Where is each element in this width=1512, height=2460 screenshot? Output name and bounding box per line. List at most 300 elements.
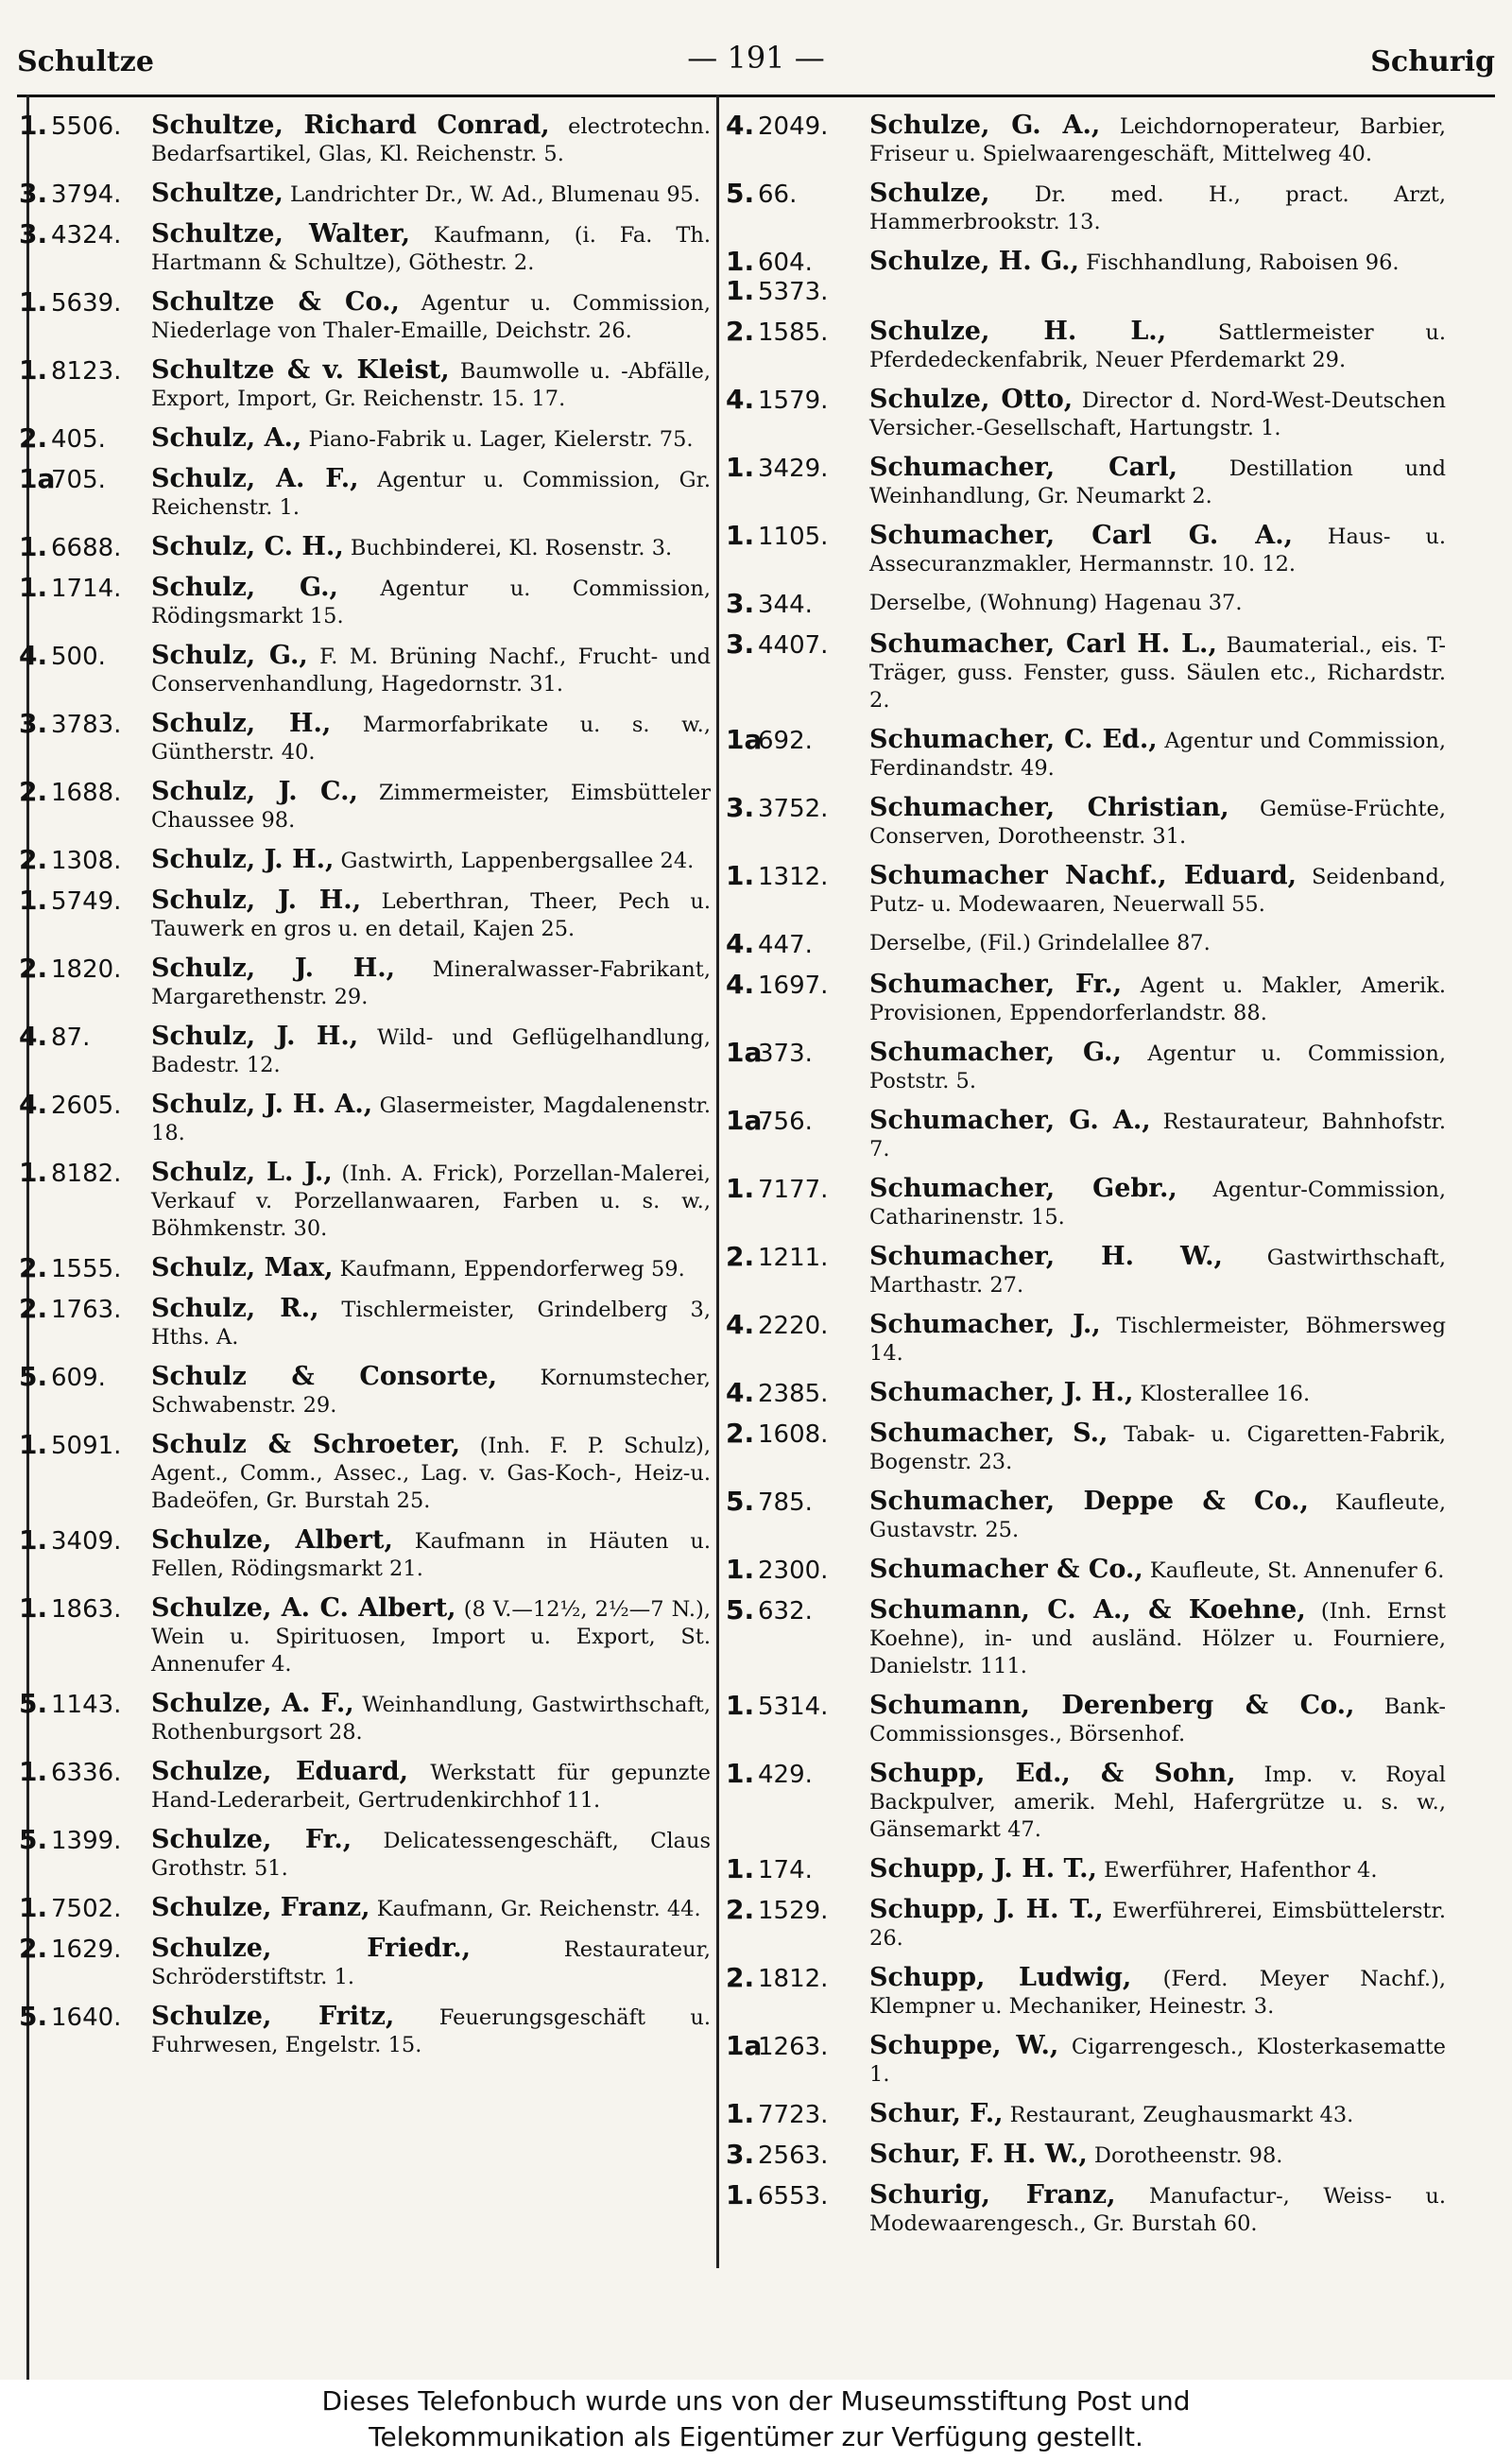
entry-body xyxy=(151,1894,711,1923)
subscriber-details: Piano-Fabrik u. Lager, Kielerstr. 75. xyxy=(308,427,694,452)
entry-body xyxy=(869,1107,1446,1163)
line-number: 2220. xyxy=(758,1312,829,1340)
directory-entry xyxy=(726,1855,1446,1884)
subscriber-details: Kaufmann, Gr. Reichenstr. 44. xyxy=(376,1897,701,1921)
exchange-code: 1. xyxy=(726,1690,755,1721)
directory-entry xyxy=(19,2003,711,2059)
subscriber-details: Kaufmann, Eppendorferweg 59. xyxy=(339,1257,685,1282)
phone-number xyxy=(726,2032,869,2089)
entry-body xyxy=(869,590,1446,619)
entry-body xyxy=(869,1488,1446,1544)
subscriber-name: Schumann, Derenberg & Co., xyxy=(869,1691,1355,1720)
line-number: 1308. xyxy=(51,847,122,875)
directory-entry xyxy=(19,1363,711,1419)
exchange-code: 2. xyxy=(726,1241,755,1272)
entry-body xyxy=(869,112,1446,168)
entry-body xyxy=(151,533,711,562)
phone-number xyxy=(19,1091,151,1147)
subscriber-details: Dorotheenstr. 98. xyxy=(1093,2143,1283,2168)
line-number: 604. xyxy=(758,249,813,277)
subscriber-details: Imp. v. Royal Backpulver, amerik. Mehl, Hafergrütze u. s. w., Gänsemarkt 47. xyxy=(869,1763,1447,1842)
entry-body xyxy=(869,1855,1446,1884)
phone-number xyxy=(19,1758,151,1815)
line-number: 7502. xyxy=(51,1895,122,1923)
subscriber-details: Kaufmann in Häuten u. Fellen, Rödingsmarkt 21. xyxy=(151,1529,711,1581)
exchange-code: 1a xyxy=(726,1037,763,1068)
line-number: 87. xyxy=(51,1024,91,1052)
phone-number xyxy=(19,1690,151,1746)
entry-body xyxy=(869,1556,1446,1585)
line-number: 1697. xyxy=(758,972,829,1000)
exchange-code: 1a xyxy=(19,463,56,494)
subscriber-name: Schumacher & Co., xyxy=(869,1555,1143,1584)
subscriber-name: Schulz, J. C., xyxy=(151,777,358,806)
subscriber-details: (Ferd. Meyer Nachf.), Klempner u. Mechaniker, Heinestr. 3. xyxy=(869,1967,1447,2019)
line-number: 1105. xyxy=(758,523,829,551)
line-number: 5314. xyxy=(758,1693,829,1721)
line-number: 1820. xyxy=(51,955,122,984)
exchange-code: 3. xyxy=(726,628,755,660)
subscriber-details: Mineralwasser-Fabrikant, Margarethenstr. 29. xyxy=(151,957,711,1009)
phone-number xyxy=(726,386,869,442)
phone-number xyxy=(19,1159,151,1243)
line-number: 1688. xyxy=(51,779,122,807)
exchange-code: 1. xyxy=(19,286,48,318)
directory-entry xyxy=(19,1594,711,1678)
phone-number xyxy=(726,1488,869,1544)
subscriber-details: Tischlermeister, Grindelberg 3, Hths. A. xyxy=(151,1298,712,1350)
entry-body xyxy=(869,1964,1446,2021)
entry-body xyxy=(869,1419,1446,1476)
directory-entry xyxy=(726,1243,1446,1299)
line-number: 5506. xyxy=(51,112,122,141)
exchange-code: 1a xyxy=(726,2030,763,2061)
exchange-code: 4. xyxy=(726,110,755,141)
subscriber-name: Schumacher, J. H., xyxy=(869,1378,1134,1407)
phone-number xyxy=(19,1826,151,1883)
directory-entry xyxy=(726,590,1446,619)
line-number: 2300. xyxy=(758,1557,829,1585)
directory-entry xyxy=(19,1935,711,1991)
directory-entry xyxy=(726,1311,1446,1368)
exchange-code: 2. xyxy=(19,1293,48,1324)
line-number: 3752. xyxy=(758,795,829,823)
directory-entry xyxy=(726,1379,1446,1408)
subscriber-details: Leberthran, Theer, Pech u. Tauwerk en gros u. en detail, Kajen 25. xyxy=(151,889,711,941)
subscriber-name: Schumacher Nachf., Eduard, xyxy=(869,861,1297,890)
exchange-code: 4. xyxy=(726,1377,755,1408)
exchange-code: 1. xyxy=(19,1592,48,1624)
page-header xyxy=(17,40,1495,87)
subscriber-name: Schulz, A. F., xyxy=(151,464,359,493)
line-number: 500. xyxy=(51,643,106,671)
entry-body xyxy=(151,1431,711,1515)
phone-number xyxy=(19,1295,151,1351)
entry-body xyxy=(869,2141,1446,2170)
entry-body xyxy=(151,886,711,943)
entry-body xyxy=(869,318,1446,374)
subscriber-details: Agentur u. Commission, Gr. Reichenstr. 1. xyxy=(151,468,712,520)
subscriber-name: Schultze & v. Kleist, xyxy=(151,355,450,385)
exchange-code: 5. xyxy=(19,1824,48,1855)
subscriber-details: Bank-Commissionsges., Börsenhof. xyxy=(869,1694,1446,1746)
subscriber-name: Schulz, J. H., xyxy=(151,845,335,874)
directory-entry xyxy=(19,1091,711,1147)
directory-entry xyxy=(726,2181,1446,2238)
exchange-code: 1. xyxy=(726,2179,755,2211)
phone-number xyxy=(726,1311,869,1368)
entry-body xyxy=(869,1243,1446,1299)
exchange-code: 1. xyxy=(726,452,755,483)
entry-body xyxy=(151,642,711,698)
line-number: 1529. xyxy=(758,1897,829,1925)
directory-entry xyxy=(726,2100,1446,2129)
directory-entry xyxy=(726,318,1446,374)
exchange-code: 1. xyxy=(726,2098,755,2129)
exchange-code: 4. xyxy=(726,384,755,415)
entry-body xyxy=(869,1175,1446,1231)
phone-number xyxy=(19,1363,151,1419)
entry-body xyxy=(869,794,1446,851)
subscriber-details: Feuerungsgeschäft u. Fuhrwesen, Engelstr. 15. xyxy=(151,2005,711,2057)
phone-number xyxy=(726,248,869,306)
exchange-code: 3. xyxy=(19,708,48,739)
directory-entry xyxy=(19,533,711,562)
subscriber-details: (Inh. A. Frick), Porzellan-Malerei, Verkauf v. Porzellanwaaren, Farben u. s. w., Böhmkenstr. 30. xyxy=(151,1161,712,1241)
phone-number xyxy=(726,590,869,619)
exchange-code: 2. xyxy=(19,1933,48,1964)
subscriber-name: Schumacher, G., xyxy=(869,1038,1122,1067)
line-number: 609. xyxy=(51,1364,106,1392)
exchange-code: 1a xyxy=(726,1105,763,1136)
phone-number xyxy=(19,180,151,209)
subscriber-name: Schulze, Albert, xyxy=(151,1525,393,1555)
phone-number xyxy=(19,846,151,875)
entry-body xyxy=(869,1760,1446,1844)
directory-entry xyxy=(726,112,1446,168)
phone-number xyxy=(726,726,869,783)
exchange-code: 2. xyxy=(726,316,755,347)
directory-entry xyxy=(19,424,711,454)
directory-entry xyxy=(726,2141,1446,2170)
subscriber-name: Schumacher, C. Ed., xyxy=(869,725,1158,754)
phone-number xyxy=(726,522,869,578)
phone-number xyxy=(19,1254,151,1283)
exchange-code: 2. xyxy=(19,1252,48,1283)
line-number: 1263. xyxy=(758,2033,829,2061)
footer-notice xyxy=(0,2383,1512,2455)
subscriber-name: Schulze, Friedr., xyxy=(151,1934,472,1963)
subscriber-details: Agentur u. Commission, Poststr. 5. xyxy=(869,1041,1446,1093)
header-right-keyword: Schurig xyxy=(1370,45,1495,78)
line-number: 705. xyxy=(51,466,106,494)
subscriber-name: Schulz, Max, xyxy=(151,1253,334,1282)
subscriber-name: Schulz & Consorte, xyxy=(151,1362,498,1391)
entry-body xyxy=(151,1935,711,1991)
subscriber-name: Schulze, Eduard, xyxy=(151,1757,409,1786)
phone-number xyxy=(726,1596,869,1680)
line-number: 447. xyxy=(758,931,813,959)
subscriber-details: Restaurateur, Schröderstiftstr. 1. xyxy=(151,1937,712,1989)
exchange-code: 1. xyxy=(726,275,755,306)
exchange-code: 4. xyxy=(19,1089,48,1120)
line-number: 1399. xyxy=(51,1827,122,1855)
line-number: 2049. xyxy=(758,112,829,141)
subscriber-name: Schulze, A. F., xyxy=(151,1689,354,1718)
subscriber-details: Gemüse-Früchte, Conserven, Dorotheenstr. 31. xyxy=(869,797,1446,849)
exchange-code: 4. xyxy=(19,640,48,671)
phone-number xyxy=(19,424,151,454)
subscriber-details: Manufactur-, Weiss- u. Modewaarengesch., Gr. Burstah 60. xyxy=(869,2184,1446,2236)
subscriber-details: electrotechn. Bedarfsartikel, Glas, Kl. Reichenstr. 5. xyxy=(151,114,711,166)
entry-body xyxy=(869,1896,1446,1953)
entry-body xyxy=(151,1526,711,1583)
exchange-code: 3. xyxy=(726,792,755,823)
line-number: 1555. xyxy=(51,1255,122,1283)
directory-entry xyxy=(19,1894,711,1923)
subscriber-details: Weinhandlung, Gastwirthschaft, Rothenburgsort 28. xyxy=(151,1693,711,1745)
subscriber-name: Schumacher, Deppe & Co., xyxy=(869,1487,1309,1516)
subscriber-details: Delicatessengeschäft, Claus Grothstr. 51. xyxy=(151,1829,711,1881)
subscriber-name: Schupp, J. H. T., xyxy=(869,1854,1097,1884)
phone-number xyxy=(726,794,869,851)
entry-body xyxy=(151,1690,711,1746)
phone-number xyxy=(726,971,869,1027)
phone-number xyxy=(726,1419,869,1476)
line-number: 1608. xyxy=(758,1420,829,1449)
line-number: 785. xyxy=(758,1488,813,1517)
exchange-code: 1. xyxy=(19,1157,48,1188)
header-rule xyxy=(17,95,1495,97)
phone-number xyxy=(19,778,151,834)
exchange-code: 1. xyxy=(726,1758,755,1789)
subscriber-details: Seidenband, Putz- u. Modewaaren, Neuerwall 55. xyxy=(869,865,1446,917)
subscriber-details: Agentur u. Commission, Rödingsmarkt 15. xyxy=(151,576,711,628)
exchange-code: 1a xyxy=(726,724,763,755)
line-number: 5373. xyxy=(758,278,829,306)
subscriber-name: Schulz, L. J., xyxy=(151,1158,333,1187)
entry-body xyxy=(869,248,1446,306)
phone-number xyxy=(726,318,869,374)
phone-number xyxy=(726,454,869,510)
line-number: 2385. xyxy=(758,1380,829,1408)
phone-number xyxy=(726,1855,869,1884)
directory-entry xyxy=(726,1964,1446,2021)
phone-number xyxy=(726,112,869,168)
directory-entry xyxy=(19,180,711,209)
subscriber-details: Tabak- u. Cigaretten-Fabrik, Bogenstr. 23. xyxy=(869,1422,1446,1474)
exchange-code: 1. xyxy=(726,1853,755,1884)
subscriber-details: Kornumstecher, Schwabenstr. 29. xyxy=(151,1366,712,1418)
entry-body xyxy=(151,2003,711,2059)
line-number: 5639. xyxy=(51,289,122,318)
directory-entry xyxy=(19,574,711,630)
subscriber-name: Schumann, C. A., & Koehne, xyxy=(869,1595,1306,1625)
exchange-code: 1. xyxy=(726,520,755,551)
line-number: 1714. xyxy=(51,575,122,603)
exchange-code: 5. xyxy=(726,178,755,209)
directory-entry xyxy=(19,1690,711,1746)
entry-body xyxy=(151,710,711,766)
line-number: 8182. xyxy=(51,1160,122,1188)
phone-number xyxy=(19,356,151,413)
phone-number xyxy=(726,1692,869,1748)
entry-body xyxy=(151,424,711,454)
entry-body xyxy=(151,1254,711,1283)
line-number: 66. xyxy=(758,181,798,209)
exchange-code: 1. xyxy=(19,110,48,141)
phone-number xyxy=(19,288,151,345)
exchange-code: 3. xyxy=(726,588,755,619)
exchange-code: 5. xyxy=(726,1486,755,1517)
subscriber-name: Schumacher, Carl H. L., xyxy=(869,629,1217,659)
phone-number xyxy=(19,1023,151,1079)
directory-entry xyxy=(726,1488,1446,1544)
directory-entry xyxy=(19,1758,711,1815)
directory-entry xyxy=(726,630,1446,714)
directory-entry xyxy=(726,454,1446,510)
line-number: 7723. xyxy=(758,2101,829,2129)
line-number: 405. xyxy=(51,425,106,454)
directory-entry xyxy=(19,112,711,168)
entry-body xyxy=(869,1379,1446,1408)
phone-number xyxy=(19,1526,151,1583)
directory-entry xyxy=(726,1419,1446,1476)
subscriber-details: Baumwolle u. -Abfälle, Export, Import, Gr. Reichenstr. 15. 17. xyxy=(151,359,712,411)
line-number: 4407. xyxy=(758,631,829,660)
exchange-code: 4. xyxy=(726,969,755,1000)
subscriber-details: Restaurateur, Bahnhofstr. 7. xyxy=(869,1110,1446,1161)
directory-entry xyxy=(726,794,1446,851)
directory-entry xyxy=(726,1596,1446,1680)
exchange-code: 1. xyxy=(726,246,755,277)
exchange-code: 1. xyxy=(19,354,48,386)
directory-entry xyxy=(726,971,1446,1027)
phone-number xyxy=(726,1556,869,1585)
exchange-code: 1. xyxy=(19,885,48,916)
directory-entry xyxy=(19,642,711,698)
exchange-code: 1. xyxy=(726,1173,755,1204)
phone-number xyxy=(726,1107,869,1163)
entry-body xyxy=(151,1295,711,1351)
subscriber-details: Ewerführerei, Eimsbüttelerstr. 26. xyxy=(869,1899,1446,1951)
subscriber-details: Zimmermeister, Eimsbütteler Chaussee 98. xyxy=(151,781,711,833)
phone-number xyxy=(19,533,151,562)
directory-entry xyxy=(726,1760,1446,1844)
header-left-keyword: Schultze xyxy=(17,45,154,78)
phone-number xyxy=(726,2141,869,2170)
exchange-code: 4. xyxy=(19,1021,48,1052)
line-number: 1763. xyxy=(51,1296,122,1324)
subscriber-details: Cigarrengesch., Klosterkasematte 1. xyxy=(869,2035,1446,2087)
directory-entry xyxy=(726,386,1446,442)
subscriber-name: Schulz, G., xyxy=(151,573,338,602)
entry-body xyxy=(869,1311,1446,1368)
subscriber-details: Tischlermeister, Böhmersweg 14. xyxy=(869,1314,1446,1366)
subscriber-name: Schulze, Franz, xyxy=(151,1893,370,1922)
entry-body xyxy=(151,1159,711,1243)
subscriber-details: Restaurant, Zeughausmarkt 43. xyxy=(1009,2103,1354,2127)
line-number: 3429. xyxy=(758,455,829,483)
line-number: 3783. xyxy=(51,711,122,739)
entry-body xyxy=(151,1826,711,1883)
subscriber-details: Director d. Nord-West-Deutschen Versicher.-Gesellschaft, Hartungstr. 1. xyxy=(869,388,1446,440)
subscriber-details: Destillation und Weinhandlung, Gr. Neumarkt 2. xyxy=(869,456,1446,508)
entry-body xyxy=(151,574,711,630)
entry-body xyxy=(869,862,1446,919)
line-number: 1812. xyxy=(758,1965,829,1993)
line-number: 8123. xyxy=(51,357,122,386)
subscriber-name: Schultze, Richard Conrad, xyxy=(151,111,550,140)
phone-number xyxy=(19,1894,151,1923)
line-number: 5091. xyxy=(51,1432,122,1460)
exchange-code: 4. xyxy=(726,1309,755,1340)
directory-entry xyxy=(726,248,1446,306)
entry-body xyxy=(151,1023,711,1079)
subscriber-details: (Inh. F. P. Schulz), Agent., Comm., Assec., Lag. v. Gas-Koch-, Heiz-u. Badeöfen, Gr. Burstah 25. xyxy=(151,1434,711,1513)
subscriber-name: Schulze, Fritz, xyxy=(151,2002,395,2031)
exchange-code: 2. xyxy=(19,844,48,875)
exchange-code: 1. xyxy=(19,1892,48,1923)
directory-entry xyxy=(726,180,1446,236)
entry-body xyxy=(151,220,711,277)
line-number: 1143. xyxy=(51,1691,122,1719)
entry-body xyxy=(869,180,1446,236)
entry-body xyxy=(869,1596,1446,1680)
subscriber-name: Schulz, J. H., xyxy=(151,1022,359,1051)
line-number: 7177. xyxy=(758,1176,829,1204)
line-number: 2605. xyxy=(51,1092,122,1120)
subscriber-details: Kaufmann, (i. Fa. Th. Hartmann & Schultze), Göthestr. 2. xyxy=(151,223,711,275)
subscriber-name: Schupp, Ludwig, xyxy=(869,1963,1132,1992)
subscriber-details: Derselbe, (Wohnung) Hagenau 37. xyxy=(869,591,1243,615)
entry-body xyxy=(869,726,1446,783)
directory-entry xyxy=(19,1826,711,1883)
directory-entry xyxy=(726,1107,1446,1163)
directory-entry xyxy=(19,846,711,875)
subscriber-name: Schulz, J. H., xyxy=(151,886,362,915)
phone-number xyxy=(19,1935,151,1991)
exchange-code: 1. xyxy=(19,1756,48,1787)
directory-entry xyxy=(19,288,711,345)
subscriber-details: Wild- und Geflügelhandlung, Badestr. 12. xyxy=(151,1025,711,1077)
subscriber-details: Dr. med. H., pract. Arzt, Hammerbrookstr. 13. xyxy=(869,182,1447,234)
entry-body xyxy=(151,955,711,1011)
entry-body xyxy=(869,1692,1446,1748)
subscriber-name: Schur, F. H. W., xyxy=(869,2140,1088,2169)
directory-entry xyxy=(19,1023,711,1079)
subscriber-name: Schupp, J. H. T., xyxy=(869,1895,1104,1924)
column-divider xyxy=(716,95,719,2268)
phone-number xyxy=(726,630,869,714)
subscriber-details: (8 V.—12½, 2½—7 N.), Wein u. Spirituosen, Import u. Export, St. Annenufer 4. xyxy=(151,1597,711,1677)
line-number: 5749. xyxy=(51,887,122,916)
line-number: 3794. xyxy=(51,181,122,209)
directory-entry xyxy=(726,726,1446,783)
subscriber-details: Agentur u. Commission, Niederlage von Thaler-Emaille, Deichstr. 26. xyxy=(151,291,711,343)
directory-entry xyxy=(726,862,1446,919)
phone-number xyxy=(726,1379,869,1408)
subscriber-details: Agentur und Commission, Ferdinandstr. 49. xyxy=(869,729,1446,781)
directory-entry xyxy=(19,1254,711,1283)
subscriber-details: Ewerführer, Hafenthor 4. xyxy=(1104,1858,1378,1883)
entry-body xyxy=(869,386,1446,442)
subscriber-details: Haus- u. Assecuranzmakler, Hermannstr. 10. 12. xyxy=(869,525,1446,576)
subscriber-name: Schumacher, S., xyxy=(869,1419,1108,1448)
subscriber-name: Schuppe, W., xyxy=(869,2031,1059,2060)
line-number: 1863. xyxy=(51,1595,122,1624)
entry-body xyxy=(151,180,711,209)
